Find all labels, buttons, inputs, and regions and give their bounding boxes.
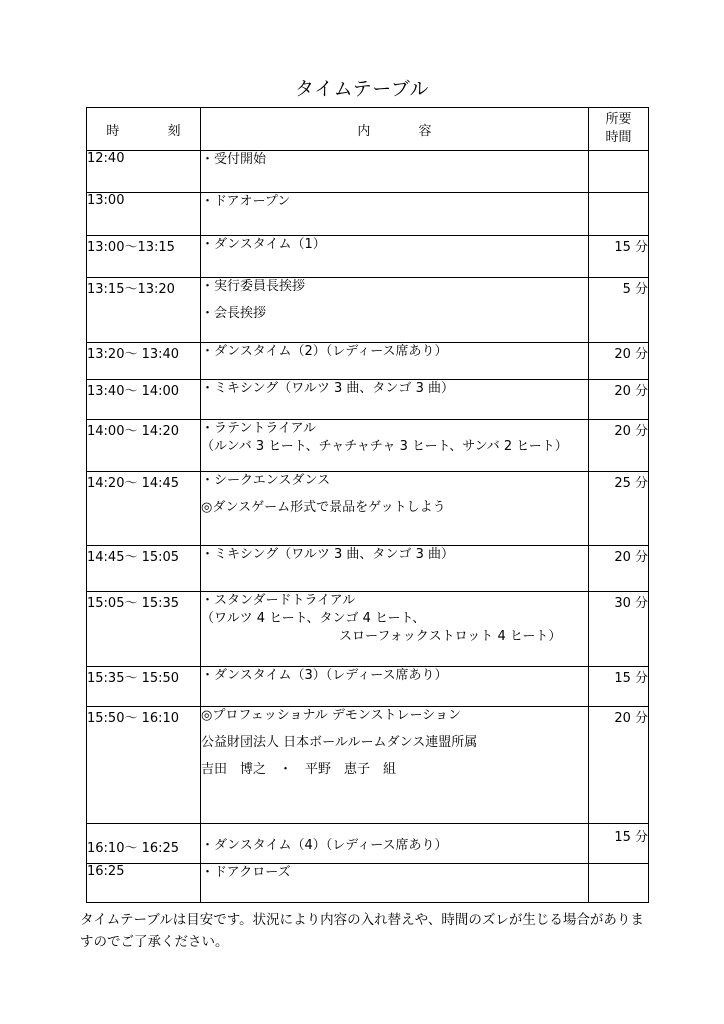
time-cell: 15:35〜 15:50 bbox=[87, 667, 201, 707]
timetable bbox=[86, 107, 649, 903]
content-cell bbox=[201, 193, 589, 236]
table-row bbox=[87, 824, 649, 864]
footnote: タイムテーブルは目安です。状況により内容の入れ替えや、時間のズレが生じる場合がありますのでご了承ください。 bbox=[80, 912, 644, 950]
duration-cell: 25 分 bbox=[589, 472, 649, 546]
content-line: 公益財団法人 日本ボールルームダンス連盟所属 bbox=[201, 735, 478, 750]
duration-cell: 20 分 bbox=[589, 707, 649, 824]
duration-cell: 5 分 bbox=[589, 278, 649, 343]
content-line: スローフォックストロット 4 ヒート） bbox=[339, 629, 562, 644]
time-cell: 13:00〜13:15 bbox=[87, 236, 201, 278]
content-line: ・受付開始 bbox=[201, 152, 267, 167]
content-line: ・ドアクローズ bbox=[201, 865, 291, 880]
content-cell bbox=[201, 864, 589, 903]
duration-cell: 15 分 bbox=[589, 236, 649, 278]
content-line: ・シークエンスダンス bbox=[201, 473, 331, 488]
content-cell bbox=[201, 472, 589, 546]
time-cell: 16:10〜 16:25 bbox=[87, 824, 201, 864]
content-line: ・ダンスタイム（4）（レディース席あり） bbox=[201, 838, 448, 853]
content-cell bbox=[201, 707, 589, 824]
time-cell: 14:45〜 15:05 bbox=[87, 546, 201, 592]
time-cell: 13:00 bbox=[87, 193, 201, 236]
content-cell bbox=[201, 151, 589, 193]
table-row bbox=[87, 193, 649, 236]
table-row bbox=[87, 151, 649, 193]
content-line: ・ダンスタイム（1） bbox=[201, 237, 326, 252]
time-cell: 16:25 bbox=[87, 864, 201, 903]
content-cell bbox=[201, 667, 589, 707]
header-time: 時 刻 bbox=[87, 108, 201, 151]
content-cell bbox=[201, 380, 589, 420]
time-cell: 12:40 bbox=[87, 151, 201, 193]
time-cell: 14:00〜 14:20 bbox=[87, 420, 201, 472]
content-line: ・ドアオープン bbox=[201, 194, 291, 209]
content-cell bbox=[201, 420, 589, 472]
duration-cell bbox=[589, 193, 649, 236]
content-line: ・ダンスタイム（2）（レディース席あり） bbox=[201, 344, 448, 359]
content-line: ・ミキシング（ワルツ 3 曲、タンゴ 3 曲） bbox=[201, 547, 454, 562]
content-line: （ワルツ 4 ヒート、タンゴ 4 ヒート、 bbox=[201, 611, 426, 626]
table-row bbox=[87, 236, 649, 278]
time-cell: 13:40〜 14:00 bbox=[87, 380, 201, 420]
table-row bbox=[87, 420, 649, 472]
time-cell: 15:50〜 16:10 bbox=[87, 707, 201, 824]
header-content: 内 容 bbox=[201, 108, 589, 151]
table-row bbox=[87, 343, 649, 380]
content-cell bbox=[201, 824, 589, 864]
duration-cell: 15 分 bbox=[589, 824, 649, 864]
header-duration bbox=[589, 108, 649, 151]
content-cell bbox=[201, 278, 589, 343]
content-line: ・実行委員長挨拶 bbox=[201, 279, 306, 294]
duration-cell: 15 分 bbox=[589, 667, 649, 707]
table-row bbox=[87, 380, 649, 420]
header-duration-line-1: 所要 bbox=[605, 112, 632, 127]
content-line: 吉田 博之 ・ 平野 恵子 組 bbox=[201, 762, 397, 777]
table-row bbox=[87, 546, 649, 592]
time-cell: 15:05〜 15:35 bbox=[87, 592, 201, 667]
time-cell: 13:15〜13:20 bbox=[87, 278, 201, 343]
content-line: ・ラテントライアル bbox=[201, 421, 317, 436]
table-row bbox=[87, 707, 649, 824]
duration-cell: 20 分 bbox=[589, 343, 649, 380]
content-cell bbox=[201, 592, 589, 667]
time-cell: 14:20〜 14:45 bbox=[87, 472, 201, 546]
header-duration-line-2: 時間 bbox=[605, 130, 632, 145]
table-row bbox=[87, 667, 649, 707]
header-row bbox=[87, 108, 649, 151]
content-cell bbox=[201, 343, 589, 380]
table-row bbox=[87, 864, 649, 903]
duration-cell bbox=[589, 864, 649, 903]
content-line: ・会長挨拶 bbox=[201, 306, 267, 321]
table-row bbox=[87, 472, 649, 546]
time-cell: 13:20〜 13:40 bbox=[87, 343, 201, 380]
content-line: ・ミキシング（ワルツ 3 曲、タンゴ 3 曲） bbox=[201, 381, 454, 396]
content-cell bbox=[201, 236, 589, 278]
duration-cell bbox=[589, 151, 649, 193]
page-title: タイムテーブル bbox=[294, 78, 430, 100]
table-row bbox=[87, 278, 649, 343]
content-line: ・スタンダードトライアル bbox=[201, 593, 356, 608]
duration-cell: 20 分 bbox=[589, 420, 649, 472]
content-line: （ルンバ 3 ヒート、チャチャチャ 3 ヒート、サンバ 2 ヒート） bbox=[201, 439, 568, 454]
table-row bbox=[87, 592, 649, 667]
content-cell bbox=[201, 546, 589, 592]
duration-cell: 20 分 bbox=[589, 546, 649, 592]
content-line: ◎プロフェッショナル デモンストレーション bbox=[201, 708, 462, 723]
duration-cell: 30 分 bbox=[589, 592, 649, 667]
duration-cell: 20 分 bbox=[589, 380, 649, 420]
content-line: ◎ダンスゲーム形式で景品をゲットしよう bbox=[201, 500, 446, 515]
content-line: ・ダンスタイム（3）（レディース席あり） bbox=[201, 668, 448, 683]
